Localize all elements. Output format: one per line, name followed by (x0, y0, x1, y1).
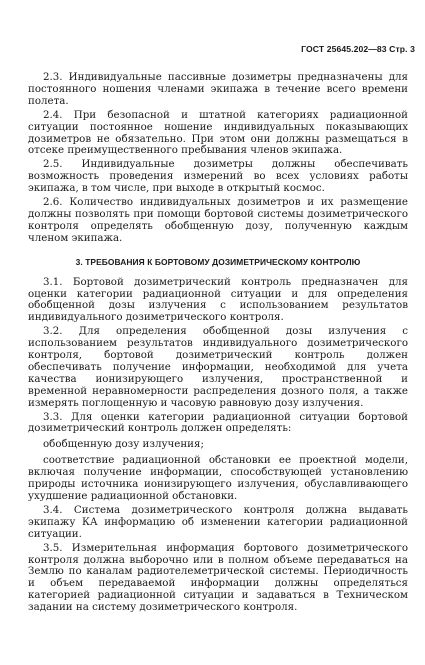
paragraph-3-4: 3.4. Система дозиметрического контроля должна выдавать экипажу КА информацию об изменении категории радиационной ситуации. (28, 503, 408, 540)
list-item-dose: обобщенную дозу излучения; (43, 438, 204, 451)
paragraph-2-5: 2.5. Индивидуальные дозиметры должны обеспечивать возможность проведения измерений во всех условиях работы экипажа, в том числе, при выходе в открытый космос. (28, 158, 408, 195)
paragraph-2-3: 2.3. Индивидуальные пассивные дозиметры предназначены для постоянного ношения членами экипажа в течение всего времени полета. (28, 71, 408, 107)
paragraph-3-2: 3.2. Для определения обобщенной дозы излучения с использованием результатов индивидуального дозиметрического контроля, бортовой дозиметрический контроль должен обеспечивать получение информации, необходимой для учета качества ионизирующего излучения, пространственной и временной неравномерности распределения дозного поля, а также измерять поглощенную и часовую равновую дозу излучения. (28, 325, 408, 409)
paragraph-2-4: 2.4. При безопасной и штатной категориях радиационной ситуации постоянное ношение индивидуальных показывающих дозиметров не обязательно. При этом они должны размещаться в отсеке преимущественного пребывания членов экипажа. (28, 108, 408, 157)
paragraph-2-6: 2.6. Количество индивидуальных дозиметров и их размещение должны позволять при помощи бортовой системы дозиметрического контроля определять обобщенную дозу, полученную каждым членом экипажа. (28, 196, 408, 244)
list-item-compliance: соответствие радиационной обстановки ее проектной модели, включая получение информации, способствующей установлению природы источника ионизирующего излучения, обуславливающего ухудшение радиационной обстановки. (28, 454, 408, 502)
document-body (28, 72, 408, 614)
paragraph-3-3: 3.3. Для оценки категории радиационной ситуации бортовой дозиметрический контроль должен определять: (28, 410, 408, 435)
page-header: ГОСТ 25645.202—83 Стр. 3 (301, 44, 415, 54)
paragraph-3-5: 3.5. Измерительная информация бортового дозиметрического контроля должна выборочно или в полном объеме передаваться на Землю по каналам радиотелеметрической системы. Периодичность и объем передаваемой информации должны определяться категорией радиационной ситуации и задаваться в Техническом задании на систему дозиметрического контроля. (28, 541, 408, 614)
paragraph-3-1: 3.1. Бортовой дозиметрический контроль предназначен для оценки категории радиационной ситуации и для определения обобщенной дозы излучения с использованием результатов индивидуального дозиметрического контроля. (28, 275, 408, 324)
section-title: 3. ТРЕБОВАНИЯ К БОРТОВОМУ ДОЗИМЕТРИЧЕСКОМУ КОНТРОЛЮ (75, 256, 361, 267)
